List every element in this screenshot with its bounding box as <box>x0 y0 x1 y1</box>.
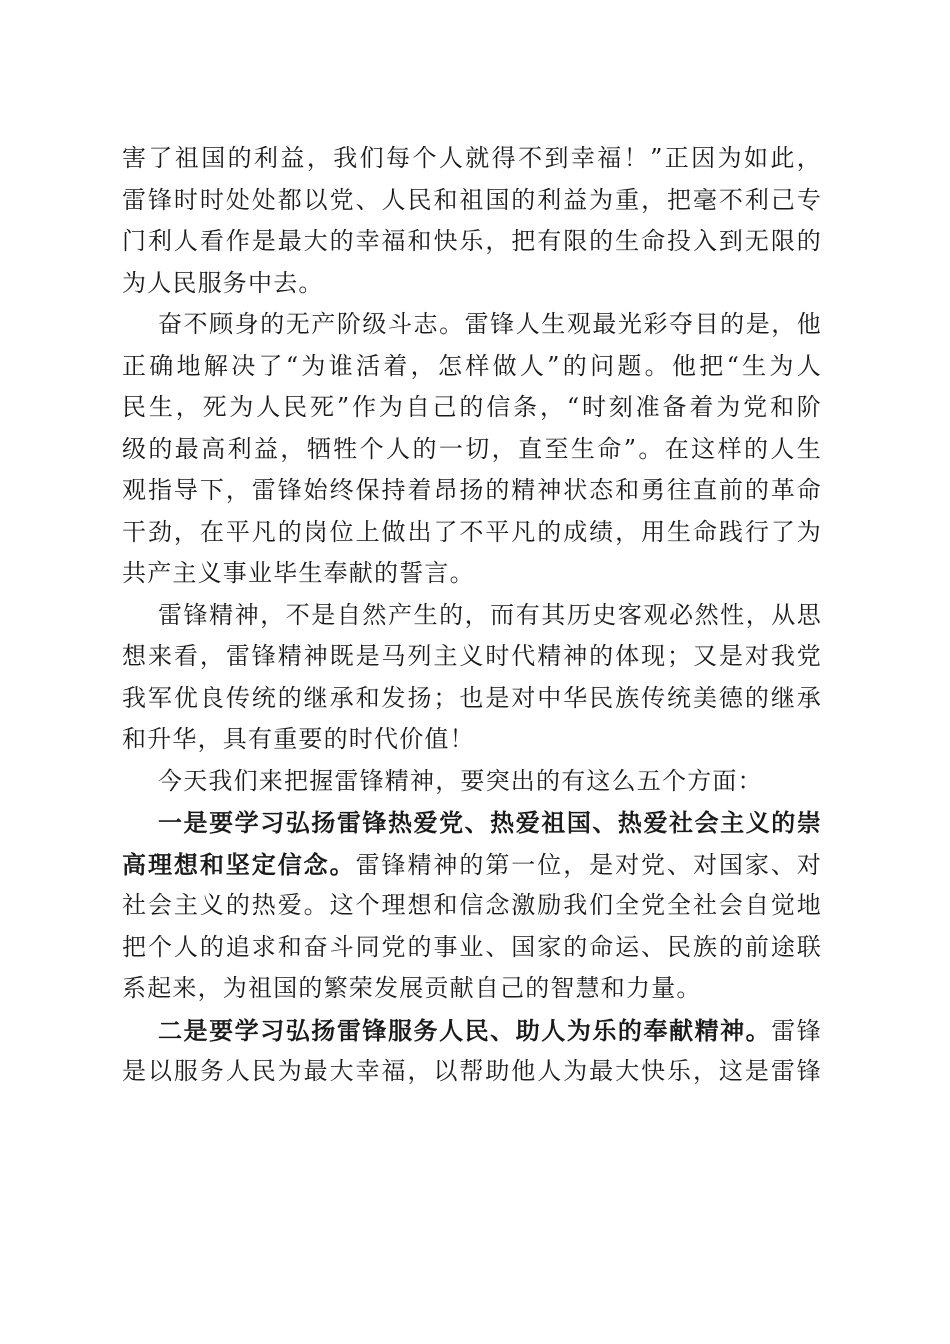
text-line: 雷锋时时处处都以党、人民和祖国的利益为重，把毫不利己专 <box>122 185 822 214</box>
text-fragment: 雷锋精神的第一位，是对党、对国家、对 <box>355 850 822 879</box>
text-line: 共产主义事业毕生奉献的誓言。 <box>122 559 475 587</box>
paragraph <box>122 138 822 304</box>
text-line <box>122 1010 822 1052</box>
body-text <box>122 138 822 1093</box>
paragraph <box>122 802 822 1010</box>
bold-phrase: 二是要学习弘扬雷锋服务人民、助人为乐的奉献精神。 <box>158 1015 772 1045</box>
text-line: 和升华，具有重要的时代价值！ <box>122 725 475 753</box>
text-fragment: 雷锋 <box>771 1016 822 1045</box>
paragraph <box>122 1010 822 1093</box>
text-line: 雷锋精神，不是自然产生的，而有其历史客观必然性，从思 <box>158 600 822 629</box>
text-line: 今天我们来把握雷锋精神，要突出的有这么五个方面： <box>158 766 763 795</box>
paragraph <box>122 304 822 595</box>
text-line: 社会主义的热爱。这个理想和信念激励我们全党全社会自觉地 <box>122 891 822 919</box>
paragraph <box>122 595 822 761</box>
text-line: 级的最高利益，牺牲个人的一切，直至生命”。在这样的人生 <box>122 434 822 463</box>
text-line: 害了祖国的利益，我们每个人就得不到幸福！”正因为如此， <box>122 144 822 172</box>
text-line: 正确地解决了“为谁活着，怎样做人”的问题。他把“生为人 <box>122 351 822 380</box>
paragraph <box>122 761 822 803</box>
text-line: 奋不顾身的无产阶级斗志。雷锋人生观最光彩夺目的是，他 <box>158 310 822 338</box>
text-line: 门利人看作是最大的幸福和快乐，把有限的生命投入到无限的 <box>122 227 822 255</box>
text-line: 干劲，在平凡的岗位上做出了不平凡的成绩，用生命践行了为 <box>122 517 822 546</box>
text-line <box>122 844 822 886</box>
text-line: 是以服务人民为最大幸福，以帮助他人为最大快乐，这是雷锋 <box>122 1057 822 1085</box>
text-line: 想来看，雷锋精神既是马列主义时代精神的体现；又是对我党 <box>122 642 822 670</box>
text-line: 民生，死为人民死”作为自己的信条，“时刻准备着为党和阶 <box>122 393 822 421</box>
text-line: 为人民服务中去。 <box>122 268 324 297</box>
text-line: 观指导下，雷锋始终保持着昂扬的精神状态和勇往直前的革命 <box>122 476 822 504</box>
text-line: 系起来，为祖国的繁荣发展贡献自己的智慧和力量。 <box>122 974 702 1002</box>
bold-text-line: 一是要学习弘扬雷锋热爱党、热爱祖国、热爱社会主义的崇 <box>158 808 822 837</box>
text-line: 把个人的追求和奋斗同党的事业、国家的命运、民族的前途联 <box>122 932 822 961</box>
text-line: 我军优良传统的继承和发扬；也是对中华民族传统美德的继承 <box>122 683 822 712</box>
bold-phrase: 高理想和坚定信念。 <box>122 849 356 879</box>
